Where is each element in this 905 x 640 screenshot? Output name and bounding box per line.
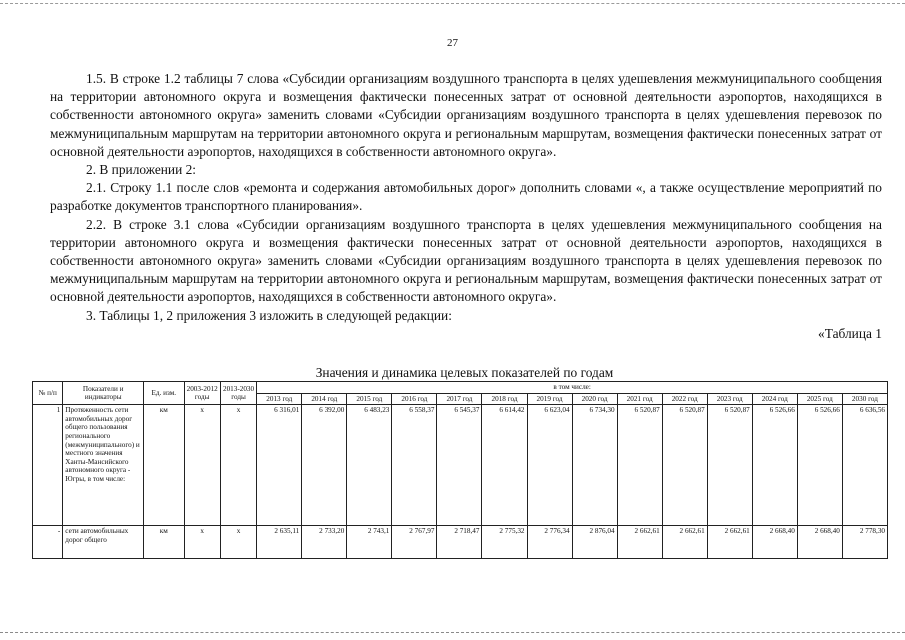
row-period-2013-2030: х bbox=[220, 526, 256, 559]
header-year: 2023 год bbox=[707, 393, 752, 405]
header-year: 2016 год bbox=[392, 393, 437, 405]
header-period-2013-2030: 2013-2030 годы bbox=[220, 382, 256, 405]
row-value: 6 545,37 bbox=[437, 405, 482, 526]
row-value: 6 614,42 bbox=[482, 405, 527, 526]
paragraph-2: 2. В приложении 2: bbox=[86, 162, 197, 178]
row-value: 6 623,04 bbox=[527, 405, 572, 526]
page-number: 27 bbox=[447, 37, 458, 49]
row-num: - bbox=[33, 526, 63, 559]
header-year: 2013 год bbox=[257, 393, 302, 405]
header-year: 2014 год bbox=[302, 393, 347, 405]
row-value: 6 526,66 bbox=[797, 405, 842, 526]
table-title: Значения и динамика целевых показателей по годам bbox=[315, 365, 614, 380]
header-year: 2018 год bbox=[482, 393, 527, 405]
header-year: 2020 год bbox=[572, 393, 617, 405]
table-row bbox=[33, 405, 888, 526]
header-year: 2024 год bbox=[752, 393, 797, 405]
header-year: 2021 год bbox=[617, 393, 662, 405]
row-value: 6 558,37 bbox=[392, 405, 437, 526]
row-value: 2 662,61 bbox=[707, 526, 752, 559]
row-value: 6 636,56 bbox=[842, 405, 887, 526]
paragraph-2-1: 2.1. Строку 1.1 после слов «ремонта и содержания автомобильных дорог» дополнить словами «, а также осуществление мероприятий по разработке документов транспортного планирования». bbox=[50, 180, 882, 214]
row-value: 6 483,23 bbox=[347, 405, 392, 526]
row-value: 2 635,11 bbox=[257, 526, 302, 559]
table-row bbox=[33, 526, 888, 559]
row-value: 2 668,40 bbox=[797, 526, 842, 559]
page-bottom-edge bbox=[0, 632, 905, 633]
row-num: 1 bbox=[33, 405, 63, 526]
paragraph-3: 3. Таблицы 1, 2 приложения 3 изложить в следующей редакции: bbox=[86, 307, 452, 323]
row-unit: км bbox=[144, 405, 184, 526]
row-value: 2 662,61 bbox=[617, 526, 662, 559]
row-value: 2 743,1 bbox=[347, 526, 392, 559]
row-period-2003-2012: х bbox=[184, 526, 220, 559]
row-indicator: сети автомобильных дорог общего bbox=[63, 526, 144, 559]
paragraph-1-5: 1.5. В строке 1.2 таблицы 7 слова «Субсидии организациям воздушного транспорта в целях удешевления межмуниципального сообщения на территории автономного округа и возмещения фактически понесенных затрат от основной деятельности аэропортов, находящихся в собственности автономного округа» заменить словами «Субсидии организациям воздушного транспорта в целях удешевления перевозок по межмуниципальным маршрутам на территории автономного округа и региональным маршрутам, возмещения фактически понесенных затрат от основной деятельности аэропортов, находящихся в собственности автономного округа». bbox=[50, 71, 882, 159]
header-indicator: Показатели и индикаторы bbox=[63, 382, 144, 405]
row-value: 2 767,97 bbox=[392, 526, 437, 559]
body-text bbox=[50, 70, 882, 343]
row-unit: км bbox=[144, 526, 184, 559]
row-value: 2 718,47 bbox=[437, 526, 482, 559]
row-period-2013-2030: х bbox=[220, 405, 256, 526]
row-value: 2 662,61 bbox=[662, 526, 707, 559]
row-value: 6 526,66 bbox=[752, 405, 797, 526]
row-value: 6 520,87 bbox=[662, 405, 707, 526]
row-value: 2 733,20 bbox=[302, 526, 347, 559]
table-header-row-1 bbox=[33, 382, 888, 394]
header-num: № п/п bbox=[33, 382, 63, 405]
page-top-edge bbox=[0, 3, 905, 4]
row-value: 6 734,30 bbox=[572, 405, 617, 526]
header-including: в том числе: bbox=[257, 382, 888, 394]
header-year: 2017 год bbox=[437, 393, 482, 405]
row-value: 6 316,01 bbox=[257, 405, 302, 526]
row-value: 2 775,32 bbox=[482, 526, 527, 559]
paragraph-2-2: 2.2. В строке 3.1 слова «Субсидии организациям воздушного транспорта в целях удешевления межмуниципального сообщения на территории автономного округа и возмещения фактически понесенных затрат от основной деятельности аэропортов, находящихся в собственности автономного округа» заменить словами «Субсидии организациям воздушного транспорта в целях удешевления перевозок по межмуниципальным маршрутам на территории автономного округа и региональным маршрутам, возмещения фактически понесенных затрат от основной деятельности аэропортов, находящихся в собственности автономного округа». bbox=[50, 216, 882, 305]
header-year: 2022 год bbox=[662, 393, 707, 405]
row-value: 6 520,87 bbox=[617, 405, 662, 526]
header-year: 2015 год bbox=[347, 393, 392, 405]
header-year: 2025 год bbox=[797, 393, 842, 405]
row-value: 2 668,40 bbox=[752, 526, 797, 559]
header-unit: Ед. изм. bbox=[144, 382, 184, 405]
row-value: 2 778,30 bbox=[842, 526, 887, 559]
header-year: 2019 год bbox=[527, 393, 572, 405]
table-label: «Таблица 1 bbox=[818, 325, 882, 341]
row-value: 6 520,87 bbox=[707, 405, 752, 526]
header-period-2003-2012: 2003-2012 годы bbox=[184, 382, 220, 405]
row-value: 6 392,00 bbox=[302, 405, 347, 526]
header-year: 2030 год bbox=[842, 393, 887, 405]
row-indicator: Протяженность сети автомобильных дорог общего пользования регионального (межмуниципального) и местного значения Ханты-Мансийского автономного округа - Югры, в том числе: bbox=[63, 405, 144, 526]
row-value: 2 876,04 bbox=[572, 526, 617, 559]
row-period-2003-2012: х bbox=[184, 405, 220, 526]
indicators-table bbox=[32, 381, 888, 559]
row-value: 2 776,34 bbox=[527, 526, 572, 559]
